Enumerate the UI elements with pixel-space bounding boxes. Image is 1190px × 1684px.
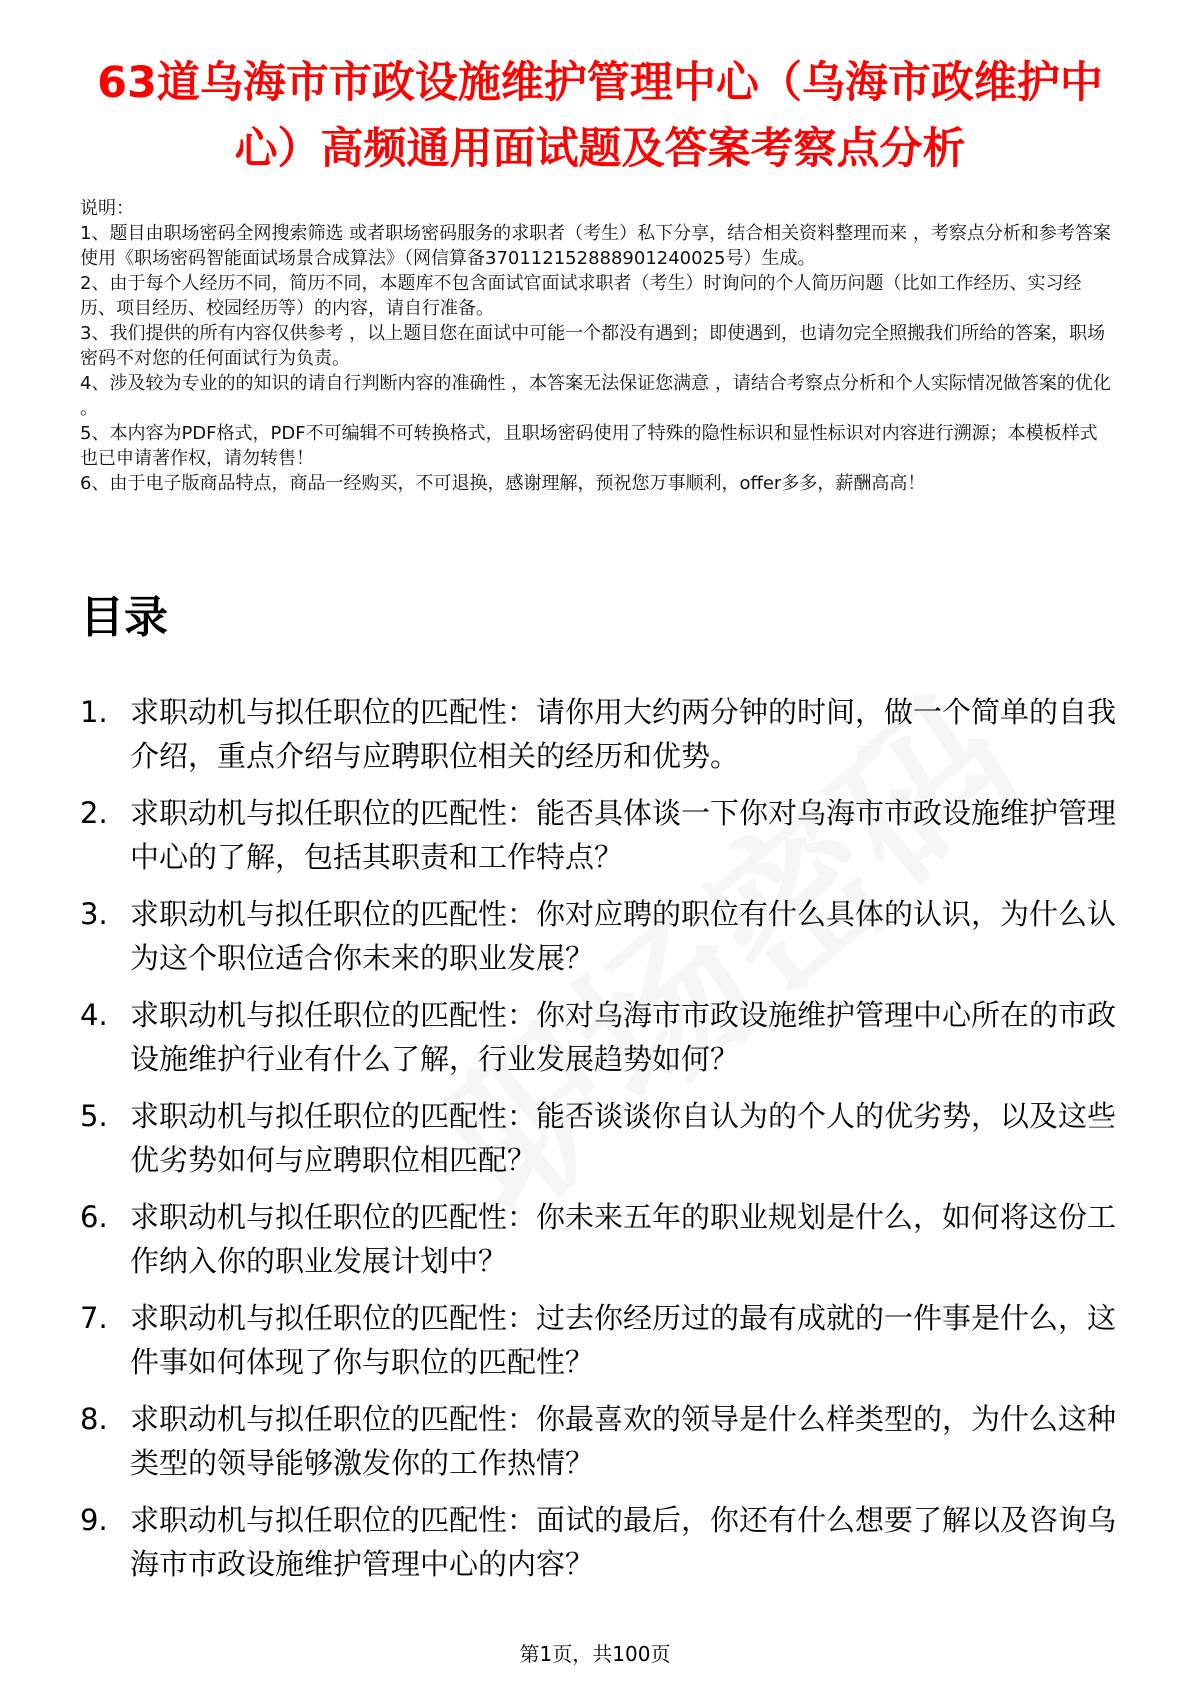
notes-section	[80, 196, 1115, 496]
toc-item[interactable]	[80, 1094, 1120, 1182]
toc-item-text: 求职动机与拟任职位的匹配性：你最喜欢的领导是什么样类型的，为什么这种类型的领导能够激发你的工作热情？	[130, 1402, 1117, 1480]
note-item: 2、由于每个人经历不同，简历不同，本题库不包含面试官面试求职者（考生）时询问的个人简历问题（比如工作经历、实习经历、项目经历、校园经历等）的内容，请自行准备。	[80, 273, 1082, 319]
note-item: 4、涉及较为专业的的知识的请自行判断内容的准确性 ，本答案无法保证您满意 ，请结合考察点分析和个人实际情况做答案的优化 。	[80, 373, 1111, 419]
toc-item-number: 9.	[80, 1503, 108, 1537]
toc-item-number: 3.	[80, 897, 108, 931]
notes-heading: 说明：	[80, 198, 134, 219]
toc-item-number: 5.	[80, 1099, 108, 1133]
toc-item-text: 求职动机与拟任职位的匹配性：能否具体谈一下你对乌海市市政设施维护管理中心的了解，包括其职责和工作特点？	[130, 796, 1117, 874]
toc-item[interactable]	[80, 1195, 1120, 1283]
toc-item-number: 1.	[80, 695, 108, 729]
toc-item-text: 求职动机与拟任职位的匹配性：你未来五年的职业规划是什么，如何将这份工作纳入你的职业发展计划中？	[130, 1200, 1117, 1278]
toc-item[interactable]	[80, 1498, 1120, 1586]
note-item: 6、由于电子版商品特点，商品一经购买，不可退换，感谢理解，预祝您万事顺利，offer多多，薪酬高高！	[80, 473, 926, 494]
toc-item-text: 求职动机与拟任职位的匹配性：你对乌海市市政设施维护管理中心所在的市政设施维护行业有什么了解，行业发展趋势如何？	[130, 998, 1117, 1076]
toc-item-number: 2.	[80, 796, 108, 830]
toc-item[interactable]	[80, 690, 1120, 778]
table-of-contents	[80, 690, 1120, 1599]
toc-item-number: 6.	[80, 1200, 108, 1234]
toc-item-text: 求职动机与拟任职位的匹配性：请你用大约两分钟的时间，做一个简单的自我介绍，重点介绍与应聘职位相关的经历和优势。	[130, 695, 1117, 773]
toc-item[interactable]	[80, 892, 1120, 980]
toc-item-text: 求职动机与拟任职位的匹配性：过去你经历过的最有成就的一件事是什么，这件事如何体现了你与职位的匹配性？	[130, 1301, 1117, 1379]
toc-item-number: 4.	[80, 998, 108, 1032]
toc-item[interactable]	[80, 1296, 1120, 1384]
toc-item[interactable]	[80, 1397, 1120, 1485]
note-item: 1、题目由职场密码全网搜索筛选 或者职场密码服务的求职者（考生）私下分享，结合相关资料整理而来 ，考察点分析和参考答案使用《职场密码智能面试场景合成算法》（网信算备370112152888901240025号）生成。	[80, 223, 1111, 269]
note-item: 5、本内容为PDF格式，PDF不可编辑不可转换格式，且职场密码使用了特殊的隐性标识和显性标识对内容进行溯源；本模板样式也已申请著作权，请勿转售！	[80, 423, 1098, 469]
toc-item-text: 求职动机与拟任职位的匹配性：面试的最后，你还有什么想要了解以及咨询乌海市市政设施维护管理中心的内容？	[130, 1503, 1117, 1581]
toc-heading: 目录	[80, 592, 168, 643]
toc-item[interactable]	[80, 791, 1120, 879]
toc-item-text: 求职动机与拟任职位的匹配性：你对应聘的职位有什么具体的认识，为什么认为这个职位适合你未来的职业发展？	[130, 897, 1117, 975]
toc-item[interactable]	[80, 993, 1120, 1081]
document-title: 63道乌海市市政设施维护管理中心（乌海市政维护中心）高频通用面试题及答案考察点分析	[97, 58, 1103, 174]
note-item: 3、我们提供的所有内容仅供参考 ，以上题目您在面试中可能一个都没有遇到；即使遇到，也请勿完全照搬我们所给的答案，职场密码不对您的任何面试行为负责。	[80, 323, 1106, 369]
toc-item-text: 求职动机与拟任职位的匹配性：能否谈谈你自认为的个人的优劣势，以及这些优劣势如何与应聘职位相匹配？	[130, 1099, 1117, 1177]
toc-item-number: 7.	[80, 1301, 108, 1335]
toc-item-number: 8.	[80, 1402, 108, 1436]
page-footer: 第1页，共100页	[519, 1642, 671, 1666]
